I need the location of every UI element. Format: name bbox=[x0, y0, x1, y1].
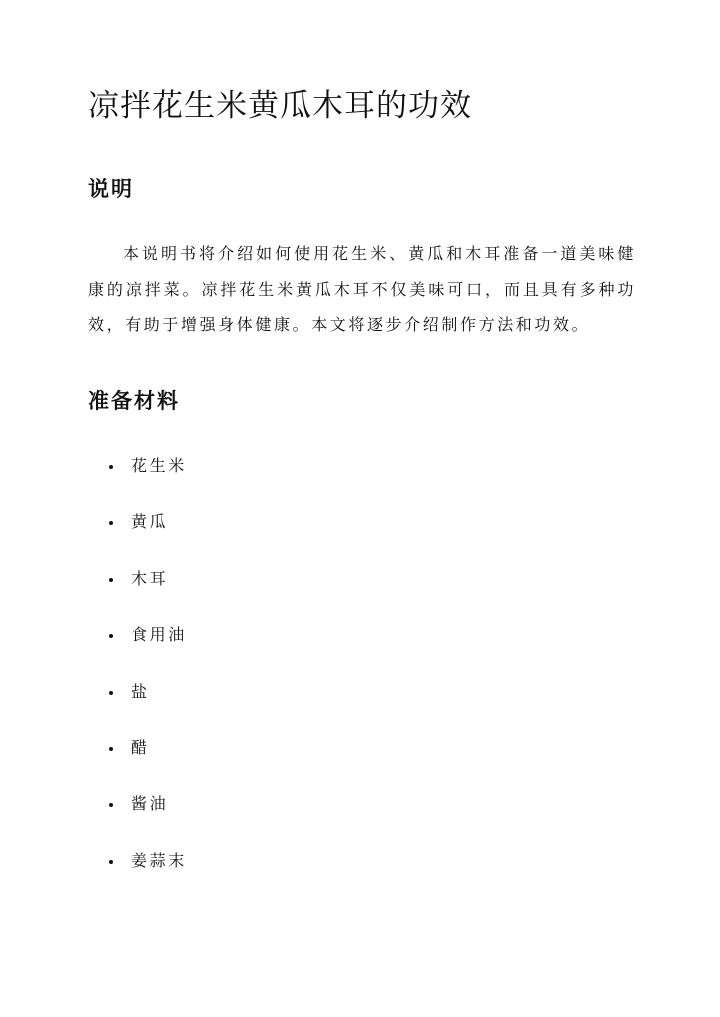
list-item-label: 黄瓜 bbox=[131, 512, 169, 532]
section-heading-materials: 准备材料 bbox=[88, 388, 180, 413]
list-item bbox=[88, 561, 187, 617]
document-title: 凉拌花生米黄瓜木耳的功效 bbox=[88, 88, 472, 124]
list-item-label: 花生米 bbox=[131, 456, 187, 475]
list-item-label: 酱油 bbox=[131, 794, 169, 814]
list-item-label: 醋 bbox=[131, 737, 150, 757]
list-item bbox=[88, 617, 187, 673]
bullet-icon bbox=[109, 465, 113, 469]
bullet-icon bbox=[109, 803, 113, 807]
bullet-icon bbox=[109, 747, 113, 751]
list-item bbox=[88, 843, 187, 899]
list-item-label: 盐 bbox=[131, 681, 150, 701]
materials-list bbox=[88, 448, 187, 899]
bullet-icon bbox=[109, 521, 113, 525]
list-item bbox=[88, 448, 187, 504]
bullet-icon bbox=[109, 691, 113, 695]
list-item-label: 姜蒜末 bbox=[131, 850, 187, 870]
list-item bbox=[88, 674, 187, 730]
list-item bbox=[88, 504, 187, 560]
list-item-label: 食用油 bbox=[131, 625, 187, 645]
list-item bbox=[88, 730, 187, 786]
list-item bbox=[88, 786, 187, 842]
section-heading-intro: 说明 bbox=[88, 176, 134, 201]
bullet-icon bbox=[109, 860, 113, 864]
intro-paragraph: 本说明书将介绍如何使用花生米、黄瓜和木耳准备一道美味健康的凉拌菜。凉拌花生米黄瓜木耳不仅美味可口，而且具有多种功效，有助于增强身体健康。本文将逐步介绍制作方法和功效。 bbox=[88, 244, 636, 334]
list-item-label: 木耳 bbox=[131, 568, 169, 588]
bullet-icon bbox=[109, 578, 113, 582]
bullet-icon bbox=[109, 634, 113, 638]
